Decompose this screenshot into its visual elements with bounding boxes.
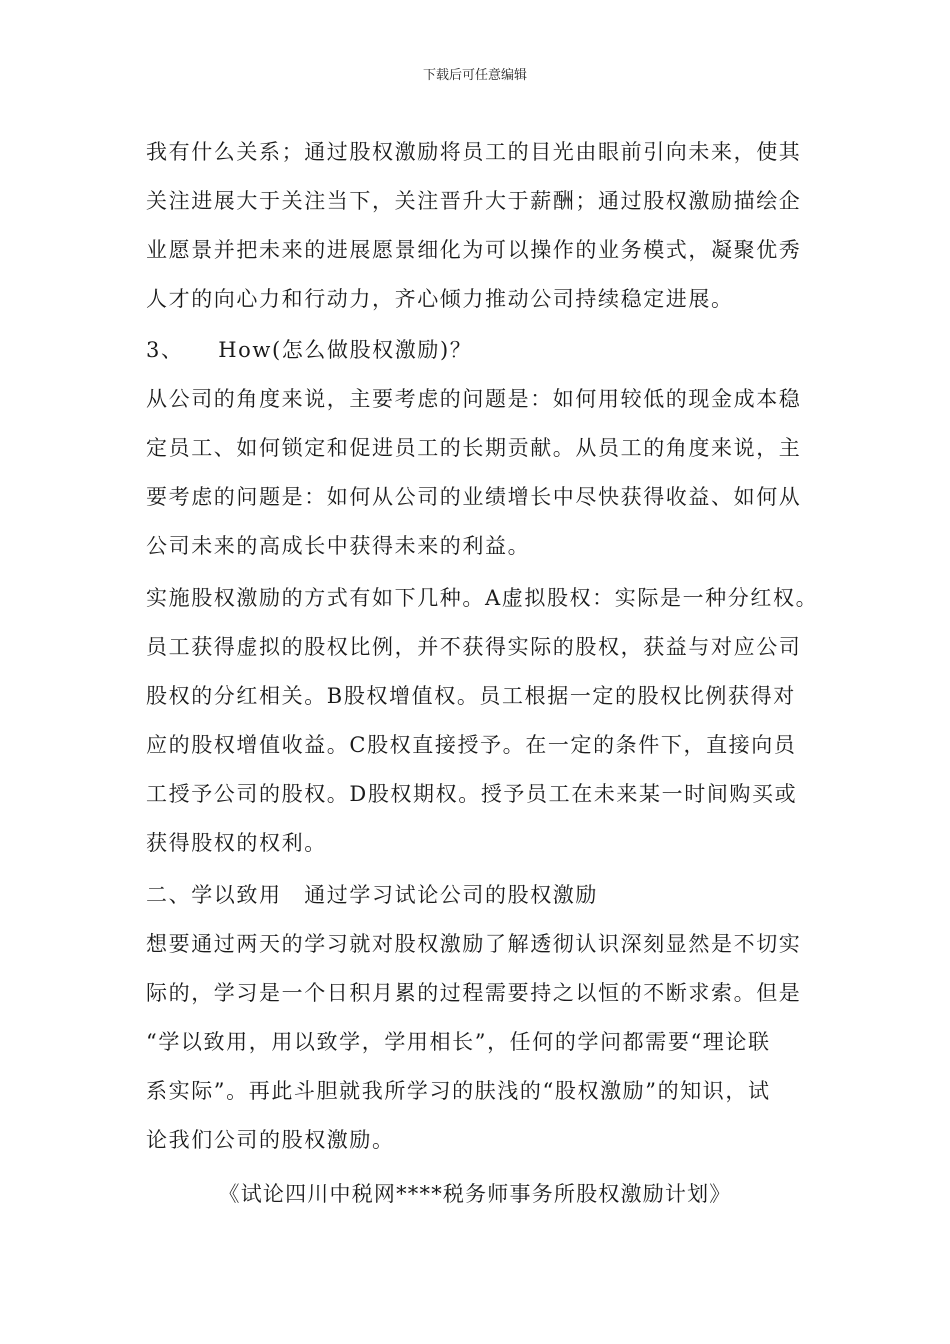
paragraph-line: 实施股权激励的方式有如下几种。A虚拟股权：实际是一种分红权。 (146, 586, 819, 610)
paragraph-line: 股权的分红相关。B股权增值权。员工根据一定的股权比例获得对 (146, 684, 796, 708)
paragraph-line: 人才的向心力和行动力，齐心倾力推动公司持续稳定进展。 (146, 287, 734, 311)
paragraph-line: 要考虑的问题是：如何从公司的业绩增长中尽快获得收益、如何从 (146, 485, 802, 509)
paragraph-line: “学以致用，用以致学，学用相长”，任何的学问都需要“理论联 (146, 1030, 771, 1054)
paragraph-line: 论我们公司的股权激励。 (146, 1128, 395, 1152)
paragraph-line: 从公司的角度来说，主要考虑的问题是：如何用较低的现金成本稳 (146, 387, 802, 411)
paragraph-line: 公司未来的高成长中获得未来的利益。 (146, 534, 531, 558)
section-heading-two: 二、学以致用 通过学习试论公司的股权激励 (146, 883, 598, 907)
paragraph-line: 我有什么关系；通过股权激励将员工的目光由眼前引向未来，使其 (146, 140, 802, 164)
paragraph-line: 应的股权增值收益。C股权直接授予。在一定的条件下，直接向员 (146, 733, 797, 757)
paragraph-line: 际的，学习是一个日积月累的过程需要持之以恒的不断求索。但是 (146, 981, 802, 1005)
paragraph-line: 工授予公司的股权。D股权期权。授予员工在未来某一时间购买或 (146, 782, 798, 806)
section-heading-how: 3、 How(怎么做股权激励)？ (146, 338, 473, 362)
paragraph-line: 获得股权的权利。 (146, 831, 327, 855)
paragraph-line: 业愿景并把未来的进展愿景细化为可以操作的业务模式，凝聚优秀 (146, 238, 802, 262)
paragraph-line: 定员工、如何锁定和促进员工的长期贡献。从员工的角度来说，主 (146, 436, 802, 460)
page-header: 下载后可任意编辑 (422, 68, 527, 83)
paragraph-line: 系实际”。再此斗胆就我所学习的肤浅的“股权激励”的知识，试 (146, 1079, 771, 1103)
paragraph-line: 想要通过两天的学习就对股权激励了解透彻认识深刻显然是不切实 (146, 932, 802, 956)
paragraph-line: 关注进展大于关注当下，关注晋升大于薪酬；通过股权激励描绘企 (146, 189, 802, 213)
plan-title: 《试论四川中税网****税务师事务所股权激励计划》 (218, 1182, 732, 1206)
paragraph-line: 员工获得虚拟的股权比例，并不获得实际的股权，获益与对应公司 (146, 635, 802, 659)
